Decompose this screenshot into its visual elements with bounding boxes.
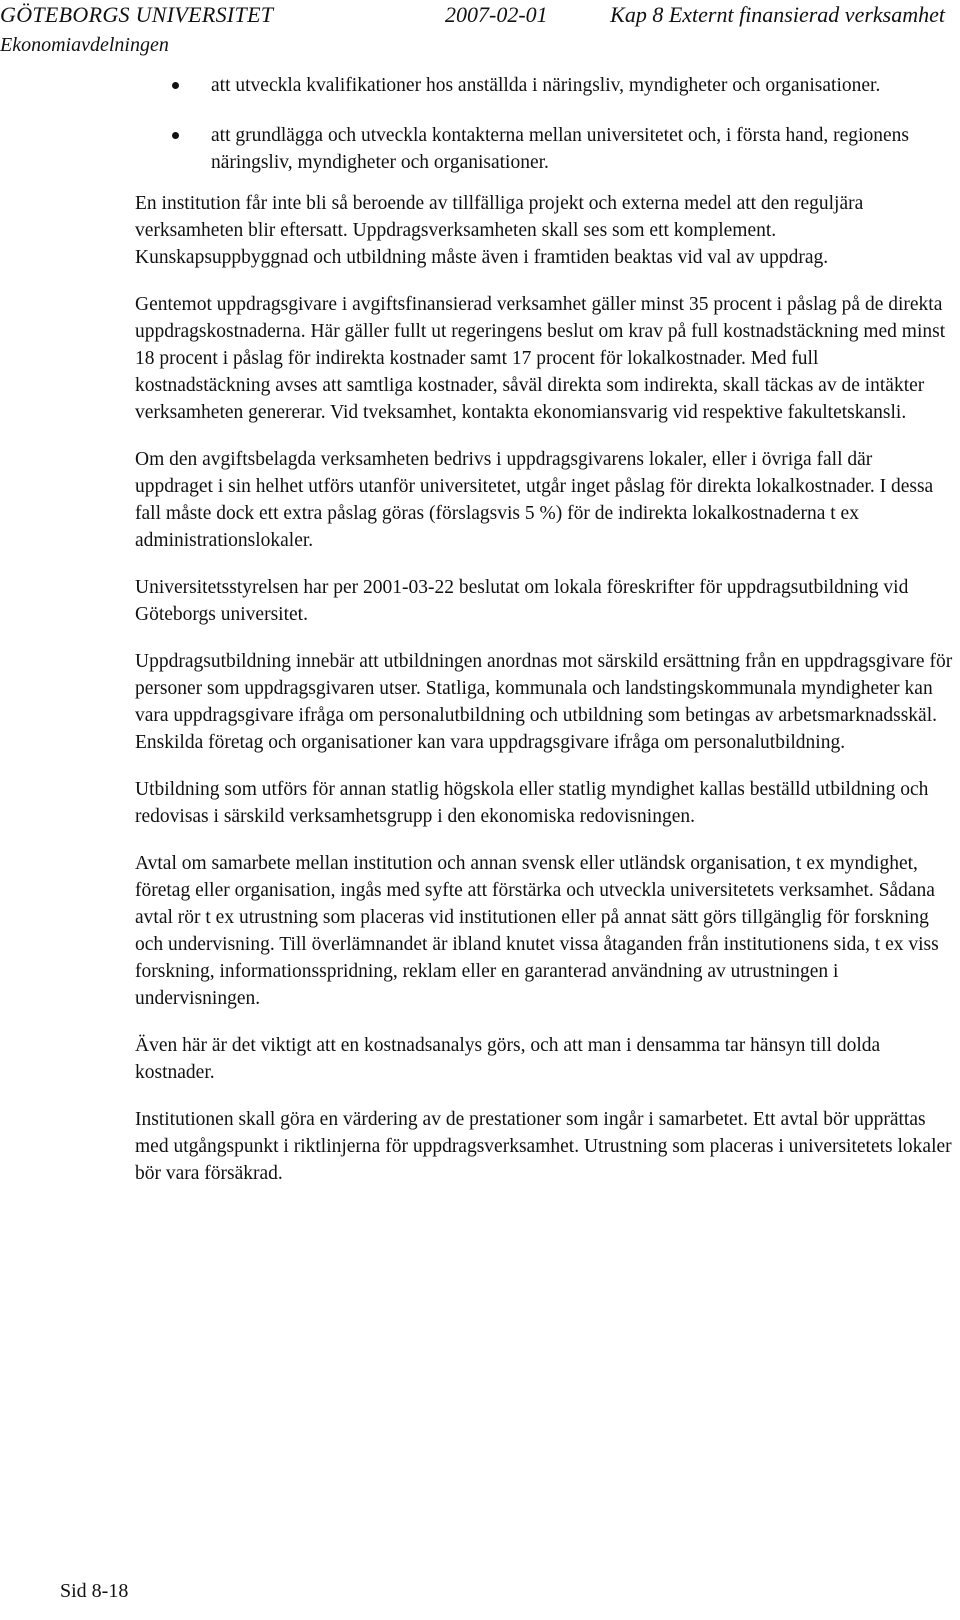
chapter-title: Kap 8 Externt finansierad verksamhet — [610, 2, 945, 27]
paragraph: Utbildning som utförs för annan statlig högskola eller statlig myndighet kallas beställd utbildning och redovisas i särskild verksamhetsgrupp i den ekonomiska redovisningen. — [135, 779, 929, 827]
page-number: Sid 8-18 — [60, 1580, 129, 1602]
bullet-text: att utveckla kvalifikationer hos anställda i näringsliv, myndigheter och organisationer. — [211, 75, 881, 96]
bullet-text: att grundlägga och utveckla kontakterna mellan universitetet och, i första hand, regionens näringsliv, myndigheter och organisationer. — [211, 125, 909, 173]
document-date: 2007-02-01 — [445, 2, 548, 27]
bullet-list — [135, 72, 953, 176]
page-header — [0, 0, 960, 60]
paragraph: Gentemot uppdragsgivare i avgiftsfinansierad verksamhet gäller minst 35 procent i påslag på de direkta uppdragskostnaderna. Här gäller fullt ut regeringens beslut om krav på full kostnadstäckning med minst 18 procent i påslag för indirekta kostnader samt 17 procent för lokalkostnader. Med full kostnadstäckning avses att samtliga kostnader, såväl direkta som indirekta, skall täckas av de intäkter verksamheten genererar. Vid tveksamhet, kontakta ekonomiansvarig vid respektive fakultetskansli. — [135, 294, 946, 423]
paragraph: En institution får inte bli så beroende av tillfälliga projekt och externa medel att den reguljära verksamheten blir eftersatt. Uppdragsverksamheten skall ses som ett komplement. Kunskapsuppbyggnad och utbildning måste även i framtiden beaktas vid val av uppdrag. — [135, 193, 864, 268]
bullet-item — [135, 122, 953, 176]
paragraph: Institutionen skall göra en värdering av de prestationer som ingår i samarbetet. Ett avtal bör upprättas med utgångspunkt i riktlinjerna för uppdragsverksamhet. Utrustning som placeras i universitetets lokaler bör vara försäkrad. — [135, 1109, 952, 1184]
bullet-item — [135, 72, 953, 99]
paragraph: Även här är det viktigt att en kostnadsanalys görs, och att man i densamma tar hänsyn till dolda kostnader. — [135, 1035, 881, 1083]
bullet-icon — [172, 132, 179, 139]
document-body — [135, 72, 953, 1207]
organization-name: GÖTEBORGS UNIVERSITET — [0, 2, 274, 27]
bullet-icon — [172, 82, 179, 89]
paragraph: Om den avgiftsbelagda verksamheten bedrivs i uppdragsgivarens lokaler, eller i övriga fall där uppdraget i sin helhet utförs utanför universitetet, utgår inget påslag för direkta lokalkostnader. I dessa fall måste dock ett extra påslag göras (förslagsvis 5 %) för de indirekta lokalkostnaderna t ex administrationslokaler. — [135, 449, 934, 551]
paragraph: Universitetsstyrelsen har per 2001-03-22 beslutat om lokala föreskrifter för uppdragsutbildning vid Göteborgs universitet. — [135, 577, 909, 625]
paragraph: Uppdragsutbildning innebär att utbildningen anordnas mot särskild ersättning från en uppdragsgivare för personer som uppdragsgivaren utser. Statliga, kommunala och landstingskommunala myndigheter kan vara uppdragsgivare ifråga om personalutbildning och utbildning som betingas av arbetsmarknadsskäl. Enskilda företag och organisationer kan vara uppdragsgivare ifråga om personalutbildning. — [135, 651, 953, 753]
paragraph: Avtal om samarbete mellan institution och annan svensk eller utländsk organisation, t ex myndighet, företag eller organisation, ingås med syfte att förstärka och utveckla universitetets verksamhet. Sådana avtal rör t ex utrustning som placeras vid institutionen eller på annat sätt görs tillgänglig för forskning och undervisning. Till överlämnandet är ibland knutet vissa åtaganden från institutionens sida, t ex viss forskning, informationsspridning, reklam eller en garanterad användning av utrustningen i undervisningen. — [135, 853, 939, 1009]
department-name: Ekonomiavdelningen — [0, 34, 169, 56]
